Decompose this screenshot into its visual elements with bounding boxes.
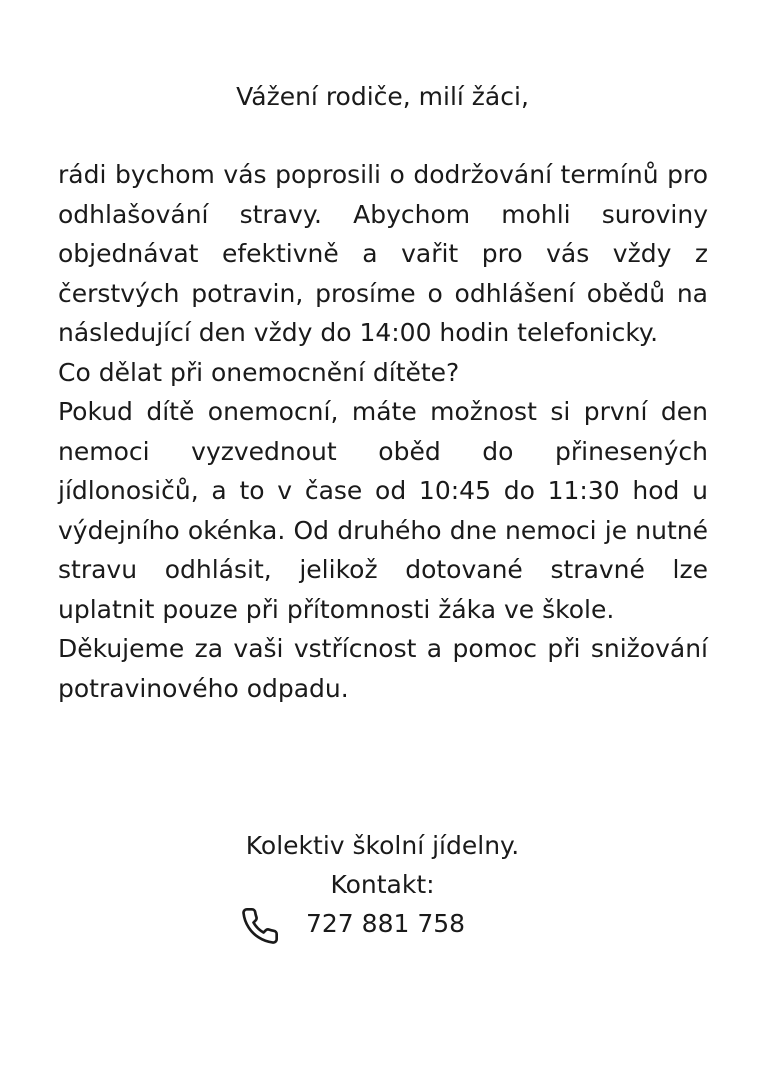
body-text [58,155,708,708]
paragraph-question: Co dělat při onemocnění dítěte? [58,357,460,387]
greeting: Vážení rodiče, milí žáci, [236,82,529,111]
contact-label: Kontakt: [330,870,435,899]
signature: Kolektiv školní jídelny. [245,831,520,860]
paragraph-illness: Pokud dítě onemocní, máte možnost si první den nemoci vyzvednout oběd do přinesených jídlonosičů, a to v čase od 10:45 do 11:30 hod u výdejního okénka. Od druhého dne nemoci je nutné stravu odhlásit, jelikož dotované stravné lze uplatnit pouze při přítomnosti žáka ve škole. [58,397,708,624]
footer [0,826,765,904]
paragraph-intro: rádi bychom vás poprosili o dodržování termínů pro odhlašování stravy. Abychom mohli suroviny objednávat efektivně a vařit pro vás vždy z čerstvých potravin, prosíme o odhlášení obědů na následující den vždy do 14:00 hodin telefonicky. [58,160,708,347]
phone-row [0,904,765,944]
phone-icon [240,906,280,946]
phone-number[interactable]: 727 881 758 [306,909,466,938]
paragraph-thanks: Děkujeme za vaši vstřícnost a pomoc při snižování potravinového odpadu. [58,634,708,703]
